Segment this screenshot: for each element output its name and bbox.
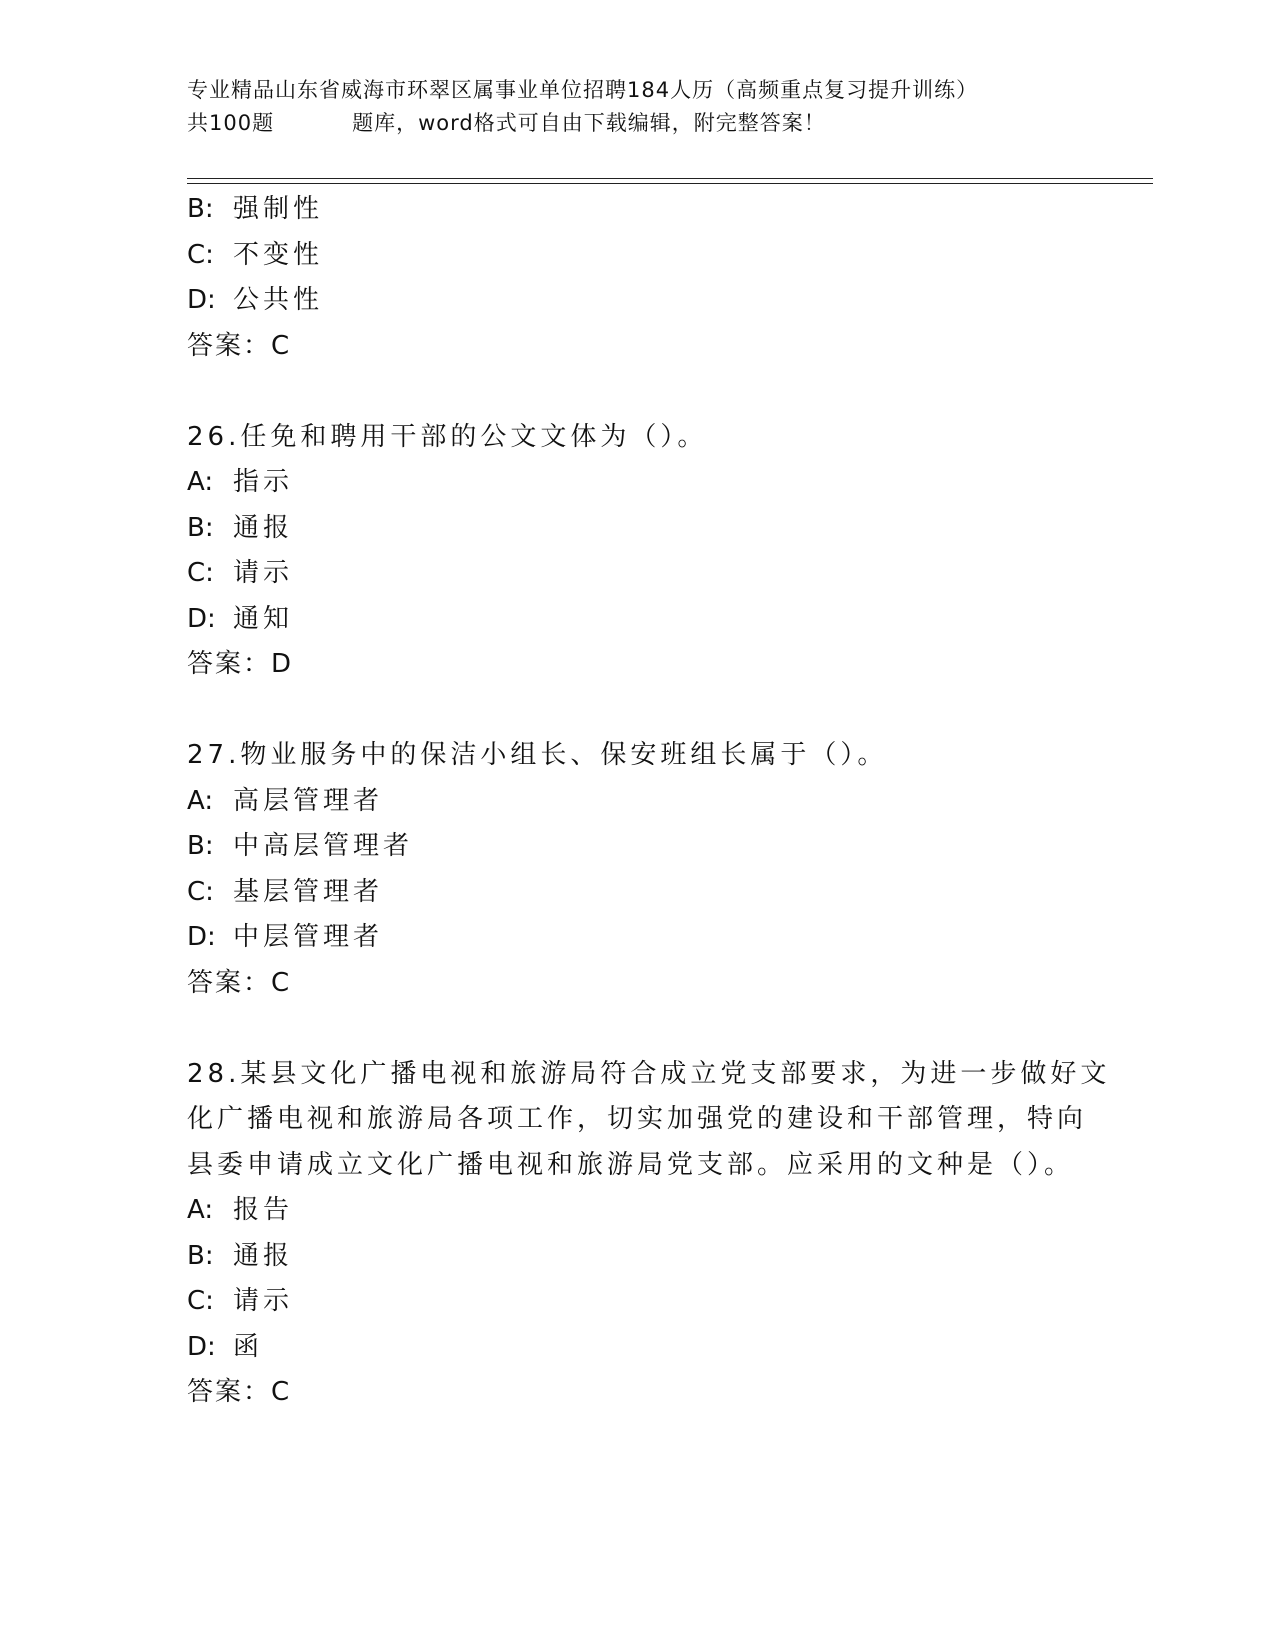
option-text: 通知	[233, 603, 294, 634]
option-item	[187, 187, 1087, 233]
answer-line: 答案：C	[187, 967, 292, 998]
option-tag: B:	[187, 512, 214, 543]
option-item	[187, 915, 1087, 961]
option-item	[187, 551, 1087, 597]
option-tag: D:	[187, 285, 216, 315]
question-block-26	[187, 415, 1087, 688]
option-text: 请示	[233, 558, 294, 588]
option-text: 函	[233, 1331, 264, 1362]
option-text: 不变性	[233, 239, 324, 270]
option-tag: C:	[187, 1286, 214, 1316]
option-item	[187, 278, 1087, 324]
option-item	[187, 1188, 1087, 1234]
question-stem: 26.任免和聘用干部的公文文体为（）。	[187, 421, 708, 452]
option-text: 强制性	[233, 194, 324, 224]
header-subtitle-line	[187, 107, 1107, 140]
option-text: 报告	[233, 1195, 294, 1225]
option-tag: B:	[187, 1240, 214, 1271]
option-item	[187, 824, 1087, 870]
answer-line: 答案：C	[187, 1377, 292, 1407]
option-tag: C:	[187, 876, 214, 907]
option-tag: D:	[187, 922, 216, 952]
option-text: 中高层管理者	[233, 831, 414, 861]
option-tag: B:	[187, 831, 214, 861]
option-tag: A:	[187, 1195, 214, 1225]
header-title-line: 专业精品山东省威海市环翠区属事业单位招聘184人历（高频重点复习提升训练）	[187, 78, 979, 102]
option-text: 指示	[233, 467, 294, 497]
header-divider-bottom	[187, 183, 1153, 184]
question-content	[187, 187, 1111, 1416]
option-text: 通报	[233, 512, 294, 543]
option-text: 请示	[233, 1286, 294, 1316]
question-stem-line: 化广播电视和旅游局各项工作，切实加强党的建设和干部管理，特向	[187, 1104, 1088, 1134]
option-text: 通报	[233, 1240, 294, 1271]
option-tag: A:	[187, 785, 214, 816]
option-tag: C:	[187, 239, 214, 270]
option-item	[187, 597, 1087, 643]
option-item	[187, 506, 1087, 552]
option-item	[187, 870, 1087, 916]
option-item	[187, 1279, 1087, 1325]
option-item	[187, 1325, 1087, 1371]
question-block-28	[187, 1052, 1111, 1416]
option-tag: D:	[187, 603, 216, 634]
document-header	[187, 74, 1107, 140]
option-text: 高层管理者	[233, 785, 384, 816]
option-text: 基层管理者	[233, 876, 384, 907]
question-block-27	[187, 733, 1087, 1006]
option-tag: D:	[187, 1331, 216, 1362]
option-item	[187, 779, 1087, 825]
option-text: 公共性	[233, 285, 324, 315]
option-item	[187, 233, 1087, 279]
header-description: 题库，word格式可自由下载编辑，附完整答案！	[352, 111, 826, 135]
prev-question-block	[187, 187, 1087, 369]
header-divider-top	[187, 178, 1153, 179]
option-item	[187, 460, 1087, 506]
header-question-count: 共100题	[187, 111, 275, 135]
option-item	[187, 1234, 1087, 1280]
question-stem-line: 县委申请成立文化广播电视和旅游局党支部。应采用的文种是（）。	[187, 1149, 1075, 1180]
question-stem: 27.物业服务中的保洁小组长、保安班组长属于（）。	[187, 740, 888, 770]
question-stem-line: 28.某县文化广播电视和旅游局符合成立党支部要求，为进一步做好文	[187, 1058, 1111, 1089]
answer-line: 答案：D	[187, 649, 294, 679]
option-tag: C:	[187, 558, 214, 588]
answer-line: 答案：C	[187, 330, 292, 361]
option-tag: A:	[187, 467, 214, 497]
option-text: 中层管理者	[233, 922, 384, 952]
option-tag: B:	[187, 194, 214, 224]
